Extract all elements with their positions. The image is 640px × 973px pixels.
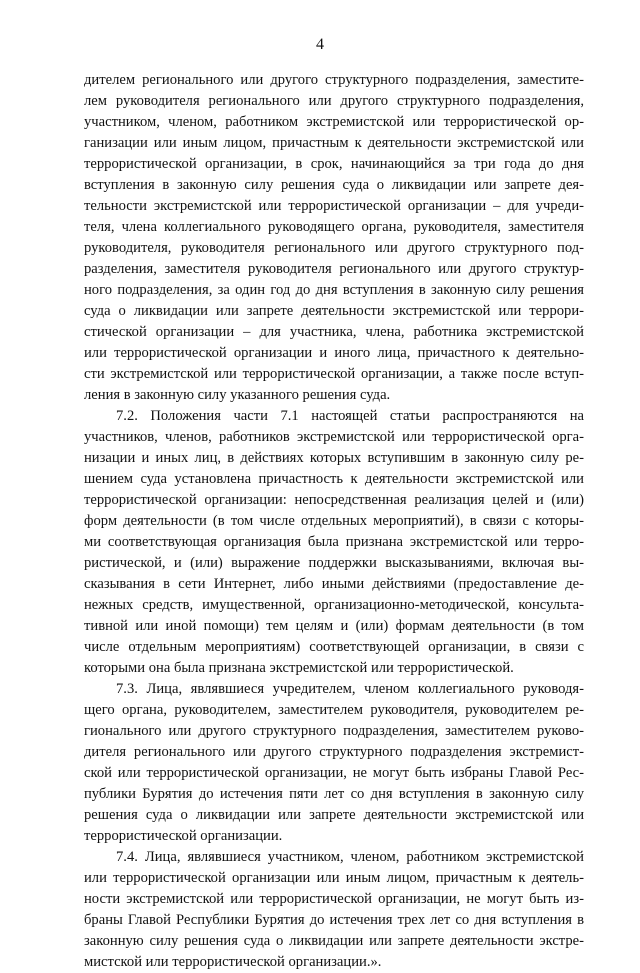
text-line: форм деятельности (в том числе отдельных мероприятий), в связи с которы- [84,513,584,529]
text-line: лем руководителя регионального или другого структурного подразделения, [84,93,584,109]
text-line: законную силу решения суда о ликвидации или запрете деятельности экстре- [84,933,584,949]
text-line: 7.3. Лица, являвшиеся учредителем, членом коллегиального руководя- [116,681,584,697]
text-line: тивной или иной помощи) тем целям и (или) формам деятельности (в том [84,618,584,634]
text-line: теля, члена коллегиального руководящего органа, руководителя, заместителя [84,219,584,235]
text-line: числе отдельным мероприятиям) соответствующей организации, в связи с [84,639,584,655]
text-line: или террористической организации и иного лица, причастного к деятельно- [84,345,584,361]
document-body [84,70,584,973]
text-line: ристической, и (или) выражение поддержки высказываниями, включая вы- [84,555,584,571]
text-line: ления в законную силу указанного решения суда. [84,387,391,403]
paragraph [84,847,584,973]
text-line: террористической организации. [84,828,283,844]
paragraph [84,406,584,679]
text-line: сти экстремистской или террористической организации, а также после вступ- [84,366,584,382]
text-line: тельности экстремистской или террористической организации – для учреди- [84,198,584,214]
text-line: террористической организации, в срок, начинающийся за три года до дня [84,156,584,172]
text-line: публики Бурятия до истечения пяти лет со дня вступления в законную силу [84,786,584,802]
text-line: низации и иных лиц, в действиях которых вступившим в законную силу ре- [84,450,584,466]
text-line: руководителя, руководителя регионального или другого структурного под- [84,240,584,256]
text-line: 7.2. Положения части 7.1 настоящей статьи распространяются на [116,408,584,424]
text-line: ской или террористической организации, не могут быть избраны Главой Рес- [84,765,584,781]
page-number: 4 [316,36,324,53]
paragraph [84,679,584,847]
text-line: дителя регионального или другого структурного подразделения экстремист- [84,744,584,760]
text-line: мистской или террористической организации.». [84,954,382,970]
text-line: браны Главой Республики Бурятия до истечения трех лет со дня вступления в [84,912,584,928]
paragraph [84,70,584,406]
text-line: участников, членов, работников экстремистской или террористической орга- [84,429,584,445]
text-line: шением суда установлена причастность к деятельности экстремистской или [84,471,584,487]
text-line: или террористической организации или иным лицом, причастным к деятель- [84,870,584,886]
text-line: нежных средств, имущественной, организационно-методической, консульта- [84,597,584,613]
text-line: ного подразделения, за один год до дня вступления в законную силу решения [84,282,584,298]
text-line: ми соответствующая организация была признана экстремистской или терро- [84,534,584,550]
text-line: стической организации – для участника, члена, работника экстремистской [84,324,584,340]
text-line: вступления в законную силу решения суда о ликвидации или запрете дея- [84,177,584,193]
text-line: 7.4. Лица, являвшиеся участником, членом, работником экстремистской [116,849,584,865]
text-line: участником, членом, работником экстремистской или террористической ор- [84,114,584,130]
text-line: террористической организации: непосредственная реализация целей и (или) [84,492,584,508]
text-line: гионального или другого структурного подразделения, заместителем руково- [84,723,584,739]
text-line: щего органа, руководителем, заместителем руководителя, руководителем ре- [84,702,584,718]
text-line: которыми она была признана экстремистской или террористической. [84,660,514,676]
text-line: дителем регионального или другого структурного подразделения, заместите- [84,72,584,88]
text-line: ганизации или иным лицом, причастным к деятельности экстремистской или [84,135,584,151]
text-line: решения суда о ликвидации или запрете деятельности экстремистской или [84,807,584,823]
text-line: разделения, заместителя руководителя регионального или другого структур- [84,261,584,277]
text-line: сказывания в сети Интернет, либо иными действиями (предоставление де- [84,576,584,592]
text-line: ности экстремистской или террористической организации, не могут быть из- [84,891,584,907]
text-line: суда о ликвидации или запрете деятельности экстремистской или террори- [84,303,584,319]
